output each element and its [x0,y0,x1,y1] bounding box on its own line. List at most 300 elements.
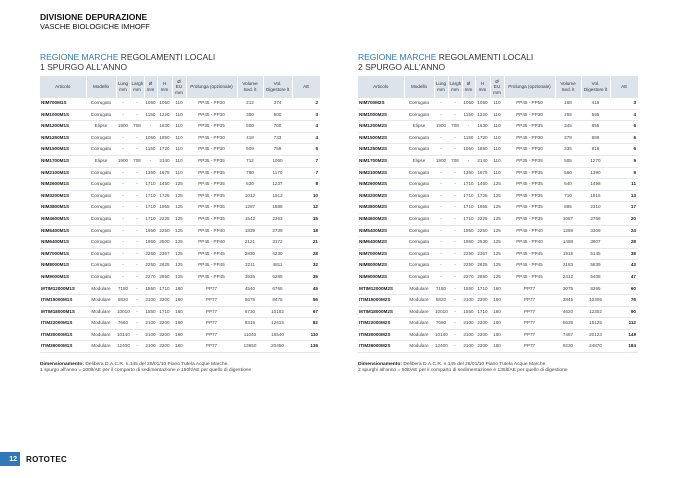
table-cell: - [448,179,462,191]
table-cell: 110 [172,121,186,133]
product-code: NIM3200M1S [40,190,86,202]
column-header: Largh mm [130,76,144,98]
table-cell: 1350 [144,167,157,179]
table-cell: 160 [172,329,186,341]
table-row [40,260,320,272]
table-cell: 1550 [144,306,157,318]
table-cell: - [130,341,144,353]
table-cell: 110 [490,98,504,109]
table-cell: Modulare [404,341,434,353]
page-number: 12 [0,452,20,466]
table-cell: 6766 [263,283,292,295]
ae-value: 15 [292,213,320,225]
product-code: MTIM18000M1S [40,306,86,318]
left-section-title [40,52,320,62]
table-cell: 500 [237,121,263,133]
table-cell: 3807 [581,237,610,249]
table-cell: Corrugato [404,98,434,109]
table-cell: 125 [490,225,504,237]
table-cell: Corrugato [86,225,116,237]
column-header: Vol. Digestore lt [263,76,292,98]
table-cell: 855 [581,121,610,133]
table-cell: 3309 [581,225,610,237]
table-cell: PP45 - PP40 [504,237,555,249]
left-note-label: Dimensionamento: [40,362,85,368]
table-cell: PP45 - PP40 [186,237,237,249]
table-cell: 708 [448,155,462,167]
product-code: NIM7000M2S [358,248,404,260]
table-cell: 1675 [157,167,172,179]
table-cell: 1725 [475,190,490,202]
table-cell: - [448,98,462,109]
ae-value: 12 [292,202,320,214]
table-cell: PP77 [186,329,237,341]
table-row [40,271,320,283]
table-cell: Corrugato [404,179,434,191]
table-cell: 2225 [475,213,490,225]
table-cell: - [448,283,462,295]
table-cell: 1050 [144,98,157,109]
table-cell: 160 [172,341,186,353]
ae-value: 8 [292,179,320,191]
table-cell: Corrugato [404,260,434,272]
table-cell: Corrugato [404,132,434,144]
table-cell: 2100 [462,329,475,341]
table-cell: Corrugato [404,202,434,214]
table-row [40,179,320,191]
table-cell: 2250 [475,225,490,237]
right-title-rest: REGOLAMENTI LOCALI [436,52,534,62]
ae-value: 28 [610,237,638,249]
table-cell: - [434,202,448,214]
table-cell: 500 [263,109,292,121]
table-cell: 2140 [475,155,490,167]
table-cell: - [130,237,144,249]
table-cell: - [116,98,130,109]
brand-name: ROTOTEC [26,454,68,464]
table-cell: 1289 [555,225,581,237]
table-cell: 1950 [462,237,475,249]
table-cell: 110 [490,167,504,179]
table-cell: 1950 [462,225,475,237]
table-cell: 2100 [462,318,475,330]
right-note-label: Dimensionamento: [358,362,403,368]
table-row [40,98,320,109]
ae-value: 112 [610,318,638,330]
table-cell: 212 [237,98,263,109]
product-code: ITIM15000M2S [358,295,404,307]
ae-value: 11 [610,179,638,191]
table-row [40,248,320,260]
product-code: NIM2100M2S [358,167,404,179]
table-cell: 1675 [475,167,490,179]
table-cell: 13650 [237,341,263,353]
table-cell: PP77 [186,318,237,330]
table-cell: - [130,213,144,225]
table-cell: 10010 [116,306,130,318]
table-cell: 125 [172,225,186,237]
column-header: Volume Sed. lt [555,76,581,98]
table-cell: 5145 [581,248,610,260]
table-row [358,109,638,121]
table-cell: - [448,132,462,144]
table-cell: 16540 [263,329,292,341]
table-cell: - [116,225,130,237]
table-cell: 1450 [157,179,172,191]
table-cell: PP45 - PP30 [186,109,237,121]
table-cell: Corrugato [86,237,116,249]
table-row [40,341,320,353]
left-table-header [40,76,320,98]
table-cell: PP77 [504,306,555,318]
table-cell: 12400 [116,341,130,353]
table-cell: - [448,109,462,121]
table-cell: 2200 [157,341,172,353]
table-cell: Corrugato [86,271,116,283]
table-cell: - [116,213,130,225]
table-cell: 379 [555,132,581,144]
table-cell: 1350 [462,167,475,179]
left-section-subtitle: 1 SPURGO ALL'ANNO [40,62,128,72]
ae-value: 13 [610,190,638,202]
table-cell: 2625 [475,260,490,272]
product-code: ITIM36000M1S [40,341,86,353]
table-cell: - [130,260,144,272]
table-cell: 595 [581,109,610,121]
table-cell: - [130,144,144,156]
table-cell: 6408 [581,271,610,283]
table-cell: - [116,167,130,179]
table-cell: 1050 [462,98,475,109]
table-cell: 125 [172,237,186,249]
table-cell: Modulare [86,306,116,318]
table-cell: 1720 [157,144,172,156]
table-row [40,329,320,341]
table-cell: 110 [172,167,186,179]
table-cell: Corrugato [86,213,116,225]
table-cell: PP35 - PP35 [186,121,237,133]
table-cell: Corrugato [404,237,434,249]
ae-value: 18 [292,225,320,237]
table-cell: 125 [490,260,504,272]
table-cell: 110 [490,155,504,167]
table-cell: 160 [490,341,504,353]
table-row [358,202,638,214]
table-cell: 780 [237,167,263,179]
ae-value: 7 [292,155,320,167]
right-table-body [358,98,638,353]
ae-value: 6 [610,121,638,133]
table-cell: 335 [555,144,581,156]
product-code: NIM2600M2S [358,179,404,191]
table-cell: 125 [490,271,504,283]
table-cell: 830 [237,179,263,191]
table-cell: 125 [172,260,186,272]
product-code: NIM7000M1S [40,248,86,260]
table-cell: 5839 [581,260,610,272]
table-cell: Modulare [404,306,434,318]
left-title-rest: REGOLAMENTI LOCALI [118,52,216,62]
table-row [358,190,638,202]
table-cell: 8315 [237,318,263,330]
table-cell: PP45 - PP35 [504,167,555,179]
column-header: AE [292,76,320,98]
ae-value: 4 [610,109,638,121]
table-row [40,155,320,167]
table-cell: 1710 [157,283,172,295]
ae-value: 17 [610,202,638,214]
table-cell: 1900 [116,121,130,133]
table-cell: 1900 [434,121,448,133]
table-cell: Corrugato [86,202,116,214]
ae-value: 10 [292,190,320,202]
table-cell: 2830 [237,248,263,260]
table-cell: PP35 - PP35 [504,121,555,133]
left-note-line1: Delibera D.A.C.R. n.145 del 26/01/10 Piano Tutela Acque Marche. [84,362,229,368]
table-cell: - [130,329,144,341]
table-cell: 8265 [581,283,610,295]
table-cell: 1710 [462,202,475,214]
table-cell: 2200 [475,341,490,353]
table-cell: 125 [172,213,186,225]
ae-value: 90 [610,306,638,318]
table-cell: 168 [555,98,581,109]
product-code: ITIM36000M2S [358,341,404,353]
table-cell: 3075 [555,283,581,295]
table-cell: - [448,167,462,179]
table-row [358,248,638,260]
ae-value: 3 [292,109,320,121]
ae-value: 110 [292,329,320,341]
table-cell: PP45 - PP30 [186,144,237,156]
table-cell: 1710 [144,190,157,202]
ae-value: 6 [610,144,638,156]
right-section-subtitle: 2 SPURGO ALL'ANNO [358,62,446,72]
table-cell: Modulare [86,318,116,330]
table-cell: 2500 [157,237,172,249]
table-cell: PP45 - PP45 [504,271,555,283]
product-code: NIM1250M1S [40,132,86,144]
ae-value: 35 [292,271,320,283]
table-cell: PP45 - PP35 [504,190,555,202]
table-cell: 1060 [263,155,292,167]
table-cell: 1220 [475,109,490,121]
table-cell: - [116,248,130,260]
ae-value: 28 [292,248,320,260]
table-cell: 1220 [157,109,172,121]
table-cell: PP45 - PP45 [186,271,237,283]
table-cell: PP45 - PP45 [504,248,555,260]
table-cell: PP45 - PP50 [504,98,555,109]
table-row [358,306,638,318]
product-code: NIM1700M1S [40,155,86,167]
table-row [358,341,638,353]
table-cell: 2250 [462,260,475,272]
table-cell: - [434,190,448,202]
table-cell: Modulare [404,329,434,341]
table-cell: 5285 [263,271,292,283]
table-cell: 895 [555,202,581,214]
table-cell: 2100 [144,295,157,307]
table-cell: 20450 [263,341,292,353]
product-code: NIM700M2S [358,98,404,109]
product-code: ITIM30000M1S [40,329,86,341]
table-cell: - [448,260,462,272]
table-cell: 1513 [263,190,292,202]
table-row [358,121,638,133]
product-code: NIM1700M2S [358,155,404,167]
table-row [358,167,638,179]
table-row [358,155,638,167]
table-cell: - [448,225,462,237]
table-cell: Corrugato [404,225,434,237]
table-cell: 7660 [116,318,130,330]
table-cell: 1900 [434,155,448,167]
table-cell: PP45 - PP30 [504,144,555,156]
table-cell: 1900 [116,155,130,167]
product-code: NIM2600M1S [40,179,86,191]
table-cell: 1050 [157,98,172,109]
table-cell: 1710 [462,179,475,191]
table-cell: 2140 [157,155,172,167]
table-cell: PP45 - PP35 [504,179,555,191]
table-cell: 10140 [434,329,448,341]
table-cell: - [448,341,462,353]
table-cell: PP45 - PP40 [186,225,237,237]
ae-value: 5 [292,144,320,156]
division-subtitle: VASCHE BIOLOGICHE IMHOFF [40,22,150,31]
table-cell: 125 [490,179,504,191]
column-header: Lung mm [434,76,448,98]
table-cell: 1012 [237,190,263,202]
product-code: NIM1500M1S [40,144,86,156]
table-row [358,144,638,156]
table-cell: PP45 - PP45 [504,260,555,272]
table-cell: 1950 [144,225,157,237]
table-row [40,144,320,156]
table-cell: 125 [172,271,186,283]
product-code: ITIM22000M1S [40,318,86,330]
table-cell: 1170 [263,167,292,179]
table-cell: 2250 [144,248,157,260]
table-cell: 1390 [581,167,610,179]
ae-value: 2 [292,98,320,109]
table-cell: Elipse [404,155,434,167]
ae-value: 60 [610,283,638,295]
table-cell: PP45 - PP35 [186,190,237,202]
product-code: ITIM22000M2S [358,318,404,330]
ae-value: 24 [610,225,638,237]
table-cell: 160 [490,318,504,330]
table-cell: - [130,306,144,318]
table-cell: 1815 [581,190,610,202]
table-cell: 509 [237,144,263,156]
table-cell: - [116,179,130,191]
table-row [358,213,638,225]
column-header: Articolo [40,76,86,98]
table-row [358,225,638,237]
table-cell: PP45 - PP35 [186,179,237,191]
table-cell: - [130,190,144,202]
table-cell: 2200 [157,318,172,330]
table-cell: 1710 [462,190,475,202]
table-cell: - [130,132,144,144]
table-cell: - [448,237,462,249]
ae-value: 45 [292,283,320,295]
table-cell: - [130,109,144,121]
product-code: NIM4600M2S [358,213,404,225]
table-cell: 7180 [434,283,448,295]
column-header: Volume Sed. lt [237,76,263,98]
table-cell: 110 [172,155,186,167]
table-cell: PP77 [186,295,237,307]
table-row [358,295,638,307]
table-cell: 1087 [555,213,581,225]
table-cell: PP77 [186,283,237,295]
page-header [40,12,150,31]
table-cell: 1150 [144,144,157,156]
table-cell: - [434,179,448,191]
table-cell: - [144,121,157,133]
table-cell: Corrugato [86,98,116,109]
table-cell: 2100 [144,341,157,353]
table-cell: 1710 [144,202,157,214]
table-cell: - [434,98,448,109]
table-cell: 1710 [144,179,157,191]
table-row [40,237,320,249]
table-cell: - [130,179,144,191]
table-cell: 4620 [555,306,581,318]
table-cell: 1955 [475,202,490,214]
table-cell: - [448,295,462,307]
table-cell: 2270 [144,271,157,283]
table-cell: PP77 [504,283,555,295]
table-cell: 1237 [263,179,292,191]
product-code: NIM1000M1S [40,109,86,121]
table-cell: 110 [172,98,186,109]
table-cell: 2100 [144,329,157,341]
product-code: NIM3800M2S [358,202,404,214]
table-cell: 10140 [116,329,130,341]
table-cell: Corrugato [86,179,116,191]
table-cell: 7660 [434,318,448,330]
table-cell: 160 [490,306,504,318]
product-code: NIM1500M2S [358,132,404,144]
table-cell: PP45 - PP35 [504,213,555,225]
table-cell: 110 [490,144,504,156]
table-cell: 1710 [475,283,490,295]
table-cell: Modulare [404,318,434,330]
table-cell: Corrugato [404,190,434,202]
table-cell: Corrugato [86,167,116,179]
table-cell: 708 [448,121,462,133]
column-header: Vol. Digestore lt [581,76,610,98]
product-code: NIM9000M1S [40,271,86,283]
table-cell: Corrugato [404,248,434,260]
ae-value: 4 [292,132,320,144]
table-cell: 3172 [263,237,292,249]
table-cell: PP45 - PP30 [186,132,237,144]
table-row [40,283,320,295]
table-row [40,295,320,307]
table-cell: 2263 [263,213,292,225]
table-cell: 125 [172,179,186,191]
table-cell: 1710 [475,306,490,318]
table-row [358,179,638,191]
table-cell: 12415 [263,318,292,330]
table-cell: - [130,283,144,295]
table-cell: 708 [130,155,144,167]
